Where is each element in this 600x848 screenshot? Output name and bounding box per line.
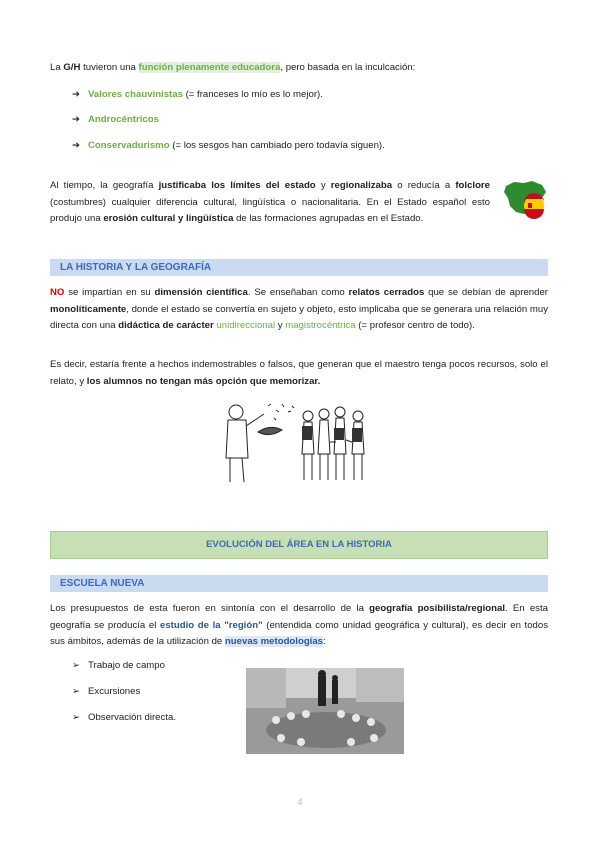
list-item	[72, 139, 385, 153]
text: (costumbres) cualquier diferencia cultural, lingüística o nacionalitaria. En el Estado español esto produjo una	[50, 196, 490, 224]
list-text: (= los sesgos han cambiado pero todavía siguen).	[169, 140, 385, 151]
arrow-icon: ➔	[72, 89, 81, 100]
bold-text: folclore	[455, 180, 490, 191]
arrow-icon: ➔	[72, 140, 81, 151]
bold-text: regionalizaba	[330, 180, 393, 191]
text: . En esta geografía se producía el	[50, 603, 548, 631]
bold-text: geografía posibilista/regional	[369, 603, 505, 614]
section-title: EVOLUCIÓN DEL ÁREA EN LA HISTORIA	[206, 539, 392, 550]
intro-text: tuvieron una	[80, 62, 139, 73]
bold-text: relatos cerrados	[348, 287, 425, 298]
bold-text: erosión cultural y lingüística	[103, 213, 234, 224]
text: que se debían de aprender	[424, 287, 548, 298]
intro-text: , pero basada en la inculcación:	[280, 62, 416, 73]
text: Es decir, estaría frente a hechos indemostrables o falsos, que generan que el maestro tenga pocos recursos, solo el relato, y	[50, 359, 548, 387]
outdoor-class-photo	[246, 668, 404, 754]
text: y	[315, 180, 331, 191]
bold-text: didáctica de carácter	[118, 320, 214, 331]
bold-text: los alumnos no tengan más opción que memorizar.	[86, 375, 321, 387]
text: de las formaciones agrupadas en el Estado.	[233, 213, 424, 224]
text: Al tiempo, la geografía	[50, 180, 159, 191]
highlighted-text: nuevas metodologías	[224, 636, 324, 647]
green-text: unidireccional	[216, 320, 276, 331]
red-text: NO	[50, 287, 65, 298]
paragraph-historia	[50, 285, 548, 335]
text: y	[275, 320, 286, 331]
list-text: Excursiones	[88, 686, 141, 697]
text: o reducía a	[392, 180, 456, 191]
text: (= profesor centro de todo).	[355, 320, 475, 331]
list-item	[72, 685, 140, 699]
text: se impartían en su	[64, 287, 155, 298]
spain-map-icon	[502, 176, 548, 222]
text: . Se enseñaban como	[247, 287, 349, 298]
cartoon-teacher-illustration	[218, 398, 378, 488]
list-item	[72, 113, 159, 127]
arrowhead-icon: ➢	[72, 686, 81, 697]
intro-gh: G/H	[63, 62, 81, 73]
bold-text: dimensión científica	[154, 287, 248, 298]
intro-text: La	[50, 62, 64, 73]
arrow-icon: ➔	[72, 114, 81, 125]
bold-text: monolíticamente	[50, 303, 127, 315]
green-text: magistrocéntrica	[285, 320, 356, 331]
list-term: Valores chauvinistas	[88, 89, 183, 100]
list-text: (= franceses lo mío es lo mejor).	[182, 89, 323, 100]
text: , donde el estado se convertía en sujeto y objeto, esto implicaba que se generara una relación muy directa con una	[50, 303, 548, 331]
list-term: Androcéntricos	[88, 114, 159, 125]
list-item	[72, 659, 165, 673]
paragraph-memorizar	[50, 357, 548, 390]
text: :	[323, 636, 326, 647]
arrowhead-icon: ➢	[72, 660, 81, 671]
section-title-box	[50, 531, 548, 559]
bold-text: justificaba los límites del estado	[158, 180, 316, 191]
list-item	[72, 88, 323, 102]
list-text: Trabajo de campo	[88, 660, 165, 671]
section-heading	[50, 575, 548, 592]
intro-highlight: función plenamente educadora	[138, 62, 281, 73]
list-item	[72, 711, 176, 725]
list-term: Conservadurismo	[88, 140, 170, 151]
paragraph-escuela-nueva	[50, 601, 548, 651]
blue-text: estudio de la "región"	[160, 619, 263, 631]
list-text: Observación directa.	[88, 712, 176, 723]
paragraph-geografia	[50, 178, 490, 228]
heading-text: ESCUELA NUEVA	[60, 578, 145, 589]
text: (entendida como unidad geográfica y cultural), es decir en todos sus ámbitos, además de la utilización de	[50, 619, 549, 647]
heading-text: LA HISTORIA Y LA GEOGRAFÍA	[60, 262, 212, 273]
intro-paragraph	[50, 60, 548, 77]
text: Los presupuestos de esta fueron en sintonía con el desarrollo de la	[50, 603, 370, 614]
arrowhead-icon: ➢	[72, 712, 81, 723]
section-heading	[50, 259, 548, 276]
page-number: 4	[297, 797, 303, 807]
